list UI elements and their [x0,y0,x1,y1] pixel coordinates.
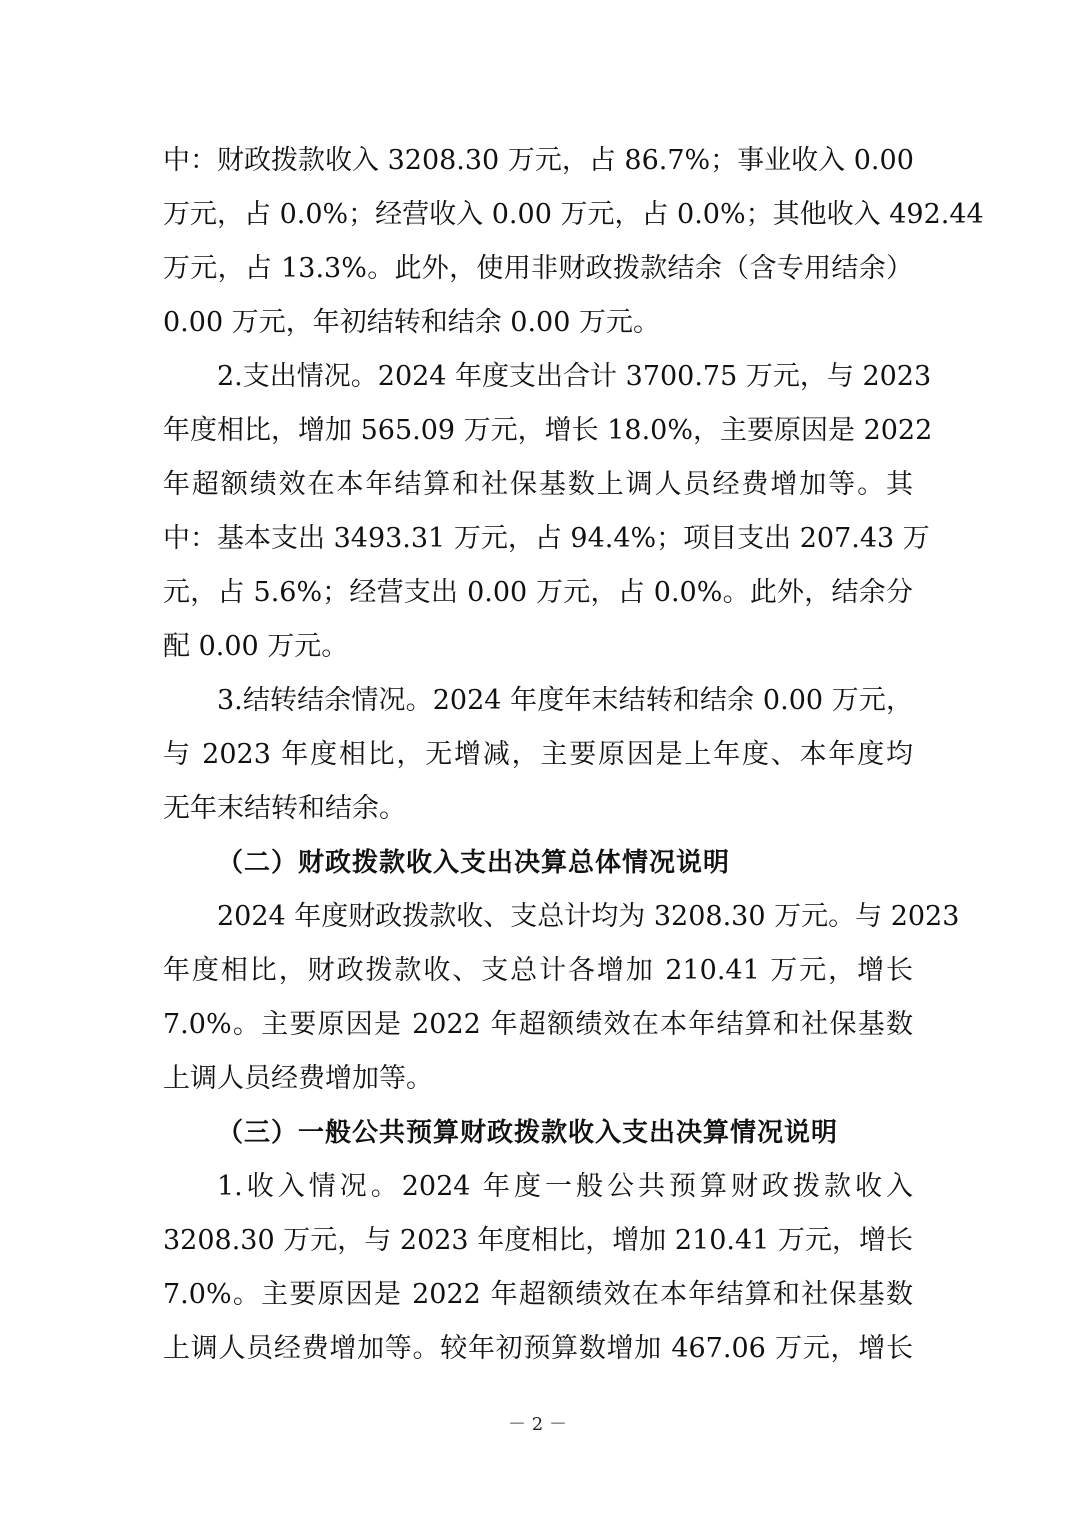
text-line: 7.0%。主要原因是 2022 年超额绩效在本年结算和社保基数 [163,1009,913,1040]
text-line: 2.支出情况。2024 年度支出合计 3700.75 万元，与 2023 [217,361,932,392]
text-line: 1.收入情况。2024 年度一般公共预算财政拨款收入 [217,1171,913,1202]
text-line: 3.结转结余情况。2024 年度年末结转和结余 0.00 万元， [217,685,913,716]
text-line: 中：基本支出 3493.31 万元，占 94.4%；项目支出 207.43 万 [163,523,930,554]
text-line: 配 0.00 万元。 [163,631,349,662]
text-line: 年度相比，财政拨款收、支总计各增加 210.41 万元，增长 [163,955,913,986]
section-heading: （二）财政拨款收入支出决算总体情况说明 [217,848,731,878]
section-heading: （三）一般公共预算财政拨款收入支出决算情况说明 [217,1118,839,1148]
text-line: 与 2023 年度相比，无增减，主要原因是上年度、本年度均 [163,739,913,770]
text-line: 3208.30 万元，与 2023 年度相比，增加 210.41 万元，增长 [163,1225,913,1256]
text-line: 万元，占 0.0%；经营收入 0.00 万元，占 0.0%；其他收入 492.44 [163,199,984,230]
text-line: 万元，占 13.3%。此外，使用非财政拨款结余（含专用结余） [163,253,913,284]
text-line: 2024 年度财政拨款收、支总计均为 3208.30 万元。与 2023 [217,901,960,932]
page-number: － 2 － [508,1414,567,1435]
text-line: 7.0%。主要原因是 2022 年超额绩效在本年结算和社保基数 [163,1279,913,1310]
text-line: 无年末结转和结余。 [163,793,406,824]
text-line: 元，占 5.6%；经营支出 0.00 万元，占 0.0%。此外，结余分 [163,577,913,608]
text-line: 0.00 万元，年初结转和结余 0.00 万元。 [163,307,660,338]
text-line: 中：财政拨款收入 3208.30 万元，占 86.7%；事业收入 0.00 [163,145,914,176]
text-line: 上调人员经费增加等。 [163,1063,433,1094]
text-line: 年度相比，增加 565.09 万元，增长 18.0%，主要原因是 2022 [163,415,933,446]
document-body [163,134,984,1376]
text-line: 上调人员经费增加等。较年初预算数增加 467.06 万元，增长 [163,1333,913,1364]
text-line: 年超额绩效在本年结算和社保基数上调人员经费增加等。其 [163,469,913,500]
